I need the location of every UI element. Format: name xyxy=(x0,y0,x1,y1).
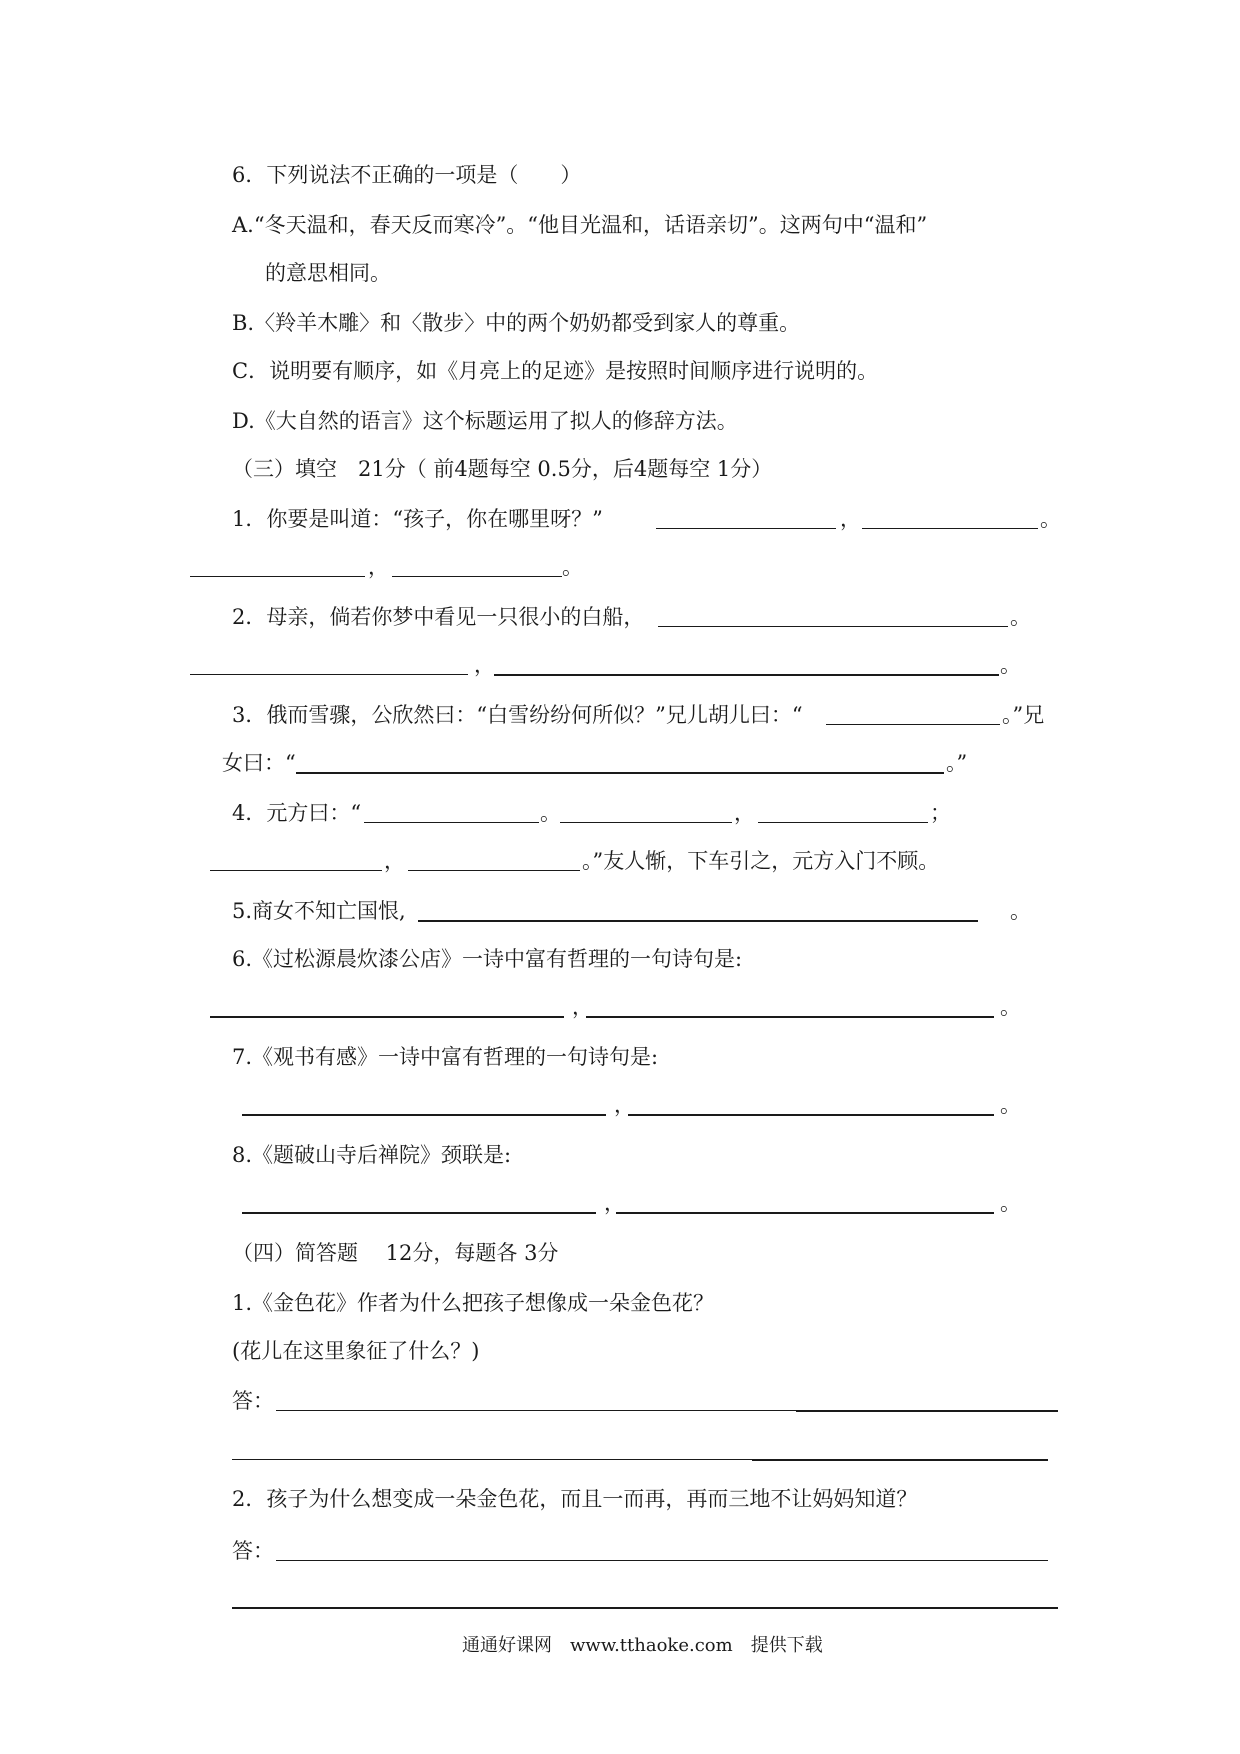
blank-line[interactable] xyxy=(296,772,944,774)
answer-line[interactable] xyxy=(752,1459,1048,1461)
short-answer-1-line2: (花儿在这里象征了什么？) xyxy=(232,1339,480,1363)
answer-label: 答： xyxy=(232,1539,274,1563)
blank-line[interactable] xyxy=(392,576,562,577)
option-c: C．说明要有顺序，如《月亮上的足迹》是按照时间顺序进行说明的。 xyxy=(232,359,879,383)
punct: 。 xyxy=(1010,605,1031,629)
question-6-stem: 6．下列说法不正确的一项是（ ） xyxy=(232,163,582,187)
blank-line[interactable] xyxy=(628,1114,994,1116)
fill-5-prompt: 5.商女不知亡国恨, xyxy=(232,899,406,923)
answer-line[interactable] xyxy=(232,1459,752,1460)
punct: ， xyxy=(840,507,861,531)
option-a-line1: A.“冬天温和，春天反而寒冷”。“他目光温和，话语亲切”。这两句中“温和” xyxy=(232,213,928,237)
option-b: B.〈羚羊木雕〉和〈散步〉中的两个奶奶都受到家人的尊重。 xyxy=(232,311,801,335)
blank-line[interactable] xyxy=(656,528,836,529)
blank-line[interactable] xyxy=(586,1016,994,1018)
blank-line[interactable] xyxy=(494,674,999,676)
blank-line[interactable] xyxy=(190,674,468,675)
punct: 。 xyxy=(1000,1191,1021,1215)
answer-label: 答： xyxy=(232,1389,274,1413)
punct: ， xyxy=(604,1191,625,1215)
fill-1-prompt: 1．你要是叫道：“孩子，你在哪里呀？” xyxy=(232,507,603,531)
blank-line[interactable] xyxy=(242,1212,596,1214)
punct: 。 xyxy=(540,801,561,825)
answer-line[interactable] xyxy=(796,1560,1048,1561)
blank-line[interactable] xyxy=(758,822,928,823)
punct: 。 xyxy=(562,555,583,579)
blank-line[interactable] xyxy=(242,1114,606,1116)
short-answer-2: 2．孩子为什么想变成一朵金色花，而且一而再，再而三地不让妈妈知道？ xyxy=(232,1487,918,1511)
punct: ， xyxy=(368,555,389,579)
section-3-title: （三）填空 21分（ 前4题每空 0.5分，后4题每空 1分） xyxy=(232,457,773,481)
blank-line[interactable] xyxy=(190,576,365,577)
punct: ， xyxy=(474,653,495,677)
answer-line[interactable] xyxy=(232,1607,1058,1609)
answer-line[interactable] xyxy=(276,1560,796,1561)
blank-line[interactable] xyxy=(658,626,1008,627)
blank-line[interactable] xyxy=(408,870,580,871)
punct: 。 xyxy=(1040,507,1061,531)
section-4-title: （四）简答题 12分，每题各 3分 xyxy=(232,1241,559,1265)
punct: 。” xyxy=(946,751,968,775)
punct: ； xyxy=(930,801,951,825)
blank-line[interactable] xyxy=(862,528,1038,529)
punct: ， xyxy=(384,849,405,873)
punct: 。 xyxy=(1010,899,1031,923)
page-footer: 通通好课网 www.tthaoke.com 提供下载 xyxy=(462,1635,823,1656)
blank-line[interactable] xyxy=(210,870,382,871)
punct: 。”兄 xyxy=(1002,703,1045,727)
fill-7-prompt: 7.《观书有感》一诗中富有哲理的一句诗句是: xyxy=(232,1045,659,1069)
blank-line[interactable] xyxy=(826,724,1000,725)
fill-4-tail: 。”友人惭，下车引之，元方入门不顾。 xyxy=(582,849,940,873)
fill-6-prompt: 6.《过松源晨炊漆公店》一诗中富有哲理的一句诗句是: xyxy=(232,947,743,971)
fill-8-prompt: 8.《题破山寺后禅院》颈联是: xyxy=(232,1143,512,1167)
blank-line[interactable] xyxy=(364,822,539,823)
fill-2-prompt: 2．母亲，倘若你梦中看见一只很小的白船， xyxy=(232,605,645,629)
blank-line[interactable] xyxy=(616,1212,994,1214)
punct: ， xyxy=(572,995,593,1019)
answer-line[interactable] xyxy=(796,1410,1058,1412)
blank-line[interactable] xyxy=(418,920,978,922)
punct: 。 xyxy=(1000,1093,1021,1117)
short-answer-1-line1: 1.《金色花》作者为什么把孩子想像成一朵金色花？ xyxy=(232,1291,715,1315)
option-a-line2: 的意思相同。 xyxy=(265,261,391,285)
punct: ， xyxy=(614,1093,635,1117)
fill-4-prompt: 4．元方曰：“ xyxy=(232,801,362,825)
punct: 。 xyxy=(1000,995,1021,1019)
answer-line[interactable] xyxy=(276,1410,796,1411)
punct: 。 xyxy=(1000,653,1021,677)
option-d: D.《大自然的语言》这个标题运用了拟人的修辞方法。 xyxy=(232,409,738,433)
blank-line[interactable] xyxy=(560,822,732,823)
punct: ， xyxy=(734,801,755,825)
fill-3-prompt: 3．俄而雪骤，公欣然曰：“白雪纷纷何所似？”兄儿胡儿曰：“ xyxy=(232,703,803,727)
fill-3-line2-head: 女曰：“ xyxy=(222,751,296,775)
blank-line[interactable] xyxy=(210,1016,564,1018)
